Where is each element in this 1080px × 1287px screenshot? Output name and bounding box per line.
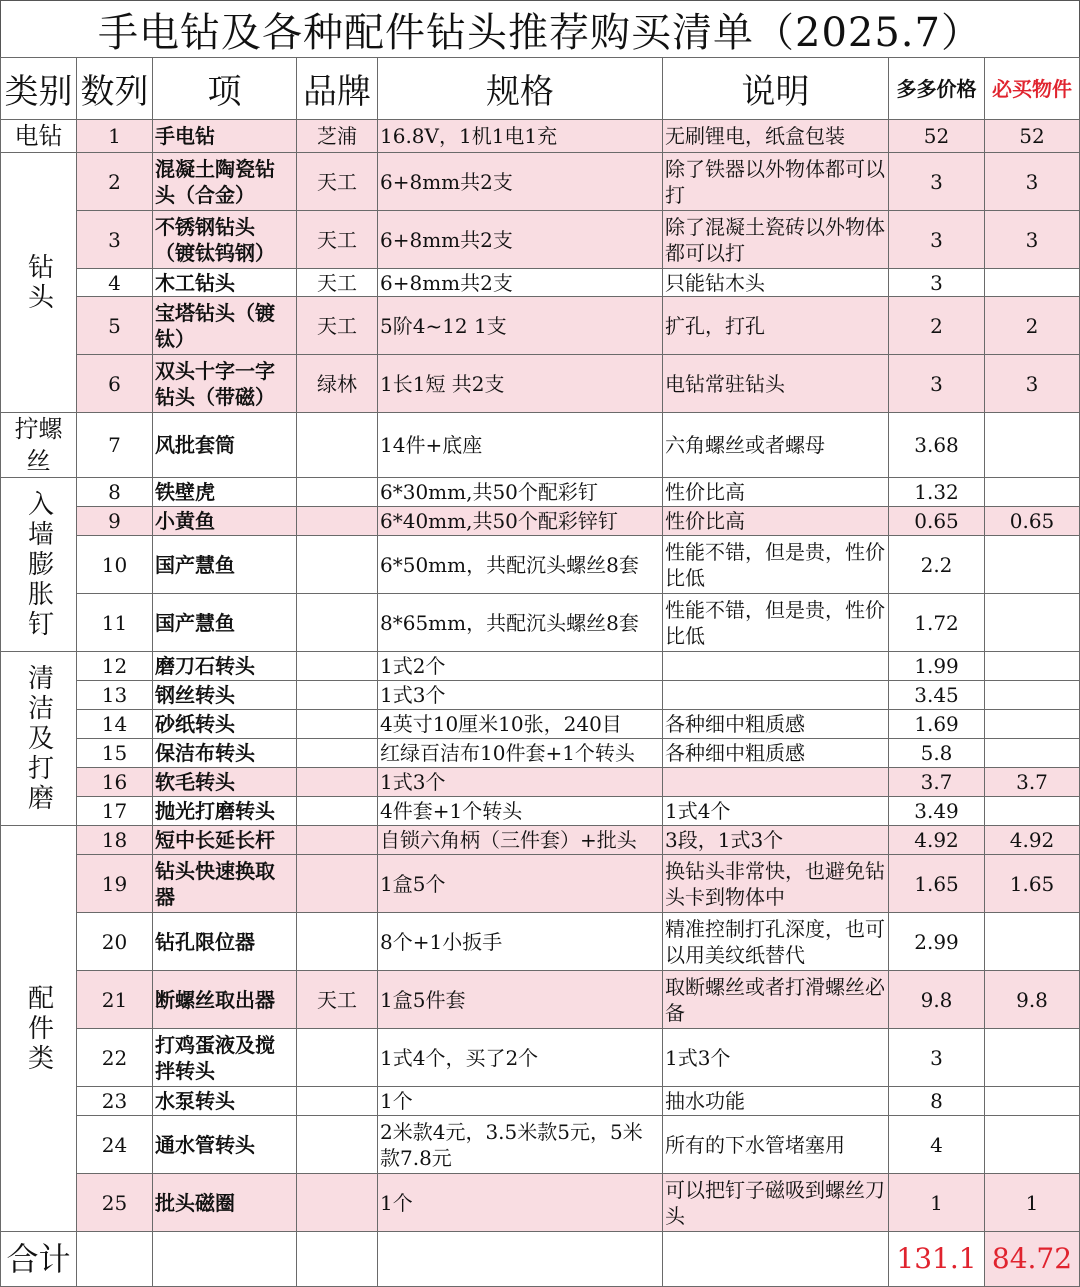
- row-item-name: 钢丝转头: [153, 681, 297, 710]
- row-brand: [297, 478, 378, 507]
- row-must-buy: [985, 413, 1080, 478]
- row-item-name: 通水管转头: [153, 1116, 297, 1174]
- row-price: 1.99: [889, 652, 985, 681]
- row-must-buy: [985, 1087, 1080, 1116]
- row-note: 性价比高: [663, 478, 889, 507]
- row-spec: 6+8mm共2支: [378, 153, 663, 211]
- row-price: 3: [889, 1029, 985, 1087]
- row-note: 可以把钉子磁吸到螺丝刀头: [663, 1174, 889, 1232]
- table-row: [1, 652, 1080, 681]
- row-index: 9: [77, 507, 153, 536]
- row-price: 3: [889, 211, 985, 269]
- total-must: 84.72: [985, 1232, 1080, 1287]
- table-row: [1, 797, 1080, 826]
- total-price: 131.1: [889, 1232, 985, 1287]
- table-row: [1, 269, 1080, 297]
- row-brand: 绿林: [297, 355, 378, 413]
- table-row: [1, 297, 1080, 355]
- table-row: [1, 536, 1080, 594]
- row-spec: 4英寸10厘米10张，240目: [378, 710, 663, 739]
- row-brand: [297, 536, 378, 594]
- row-item-name: 混凝土陶瓷钻头（合金）: [153, 153, 297, 211]
- table-row: [1, 826, 1080, 855]
- category-accessories: 配件类: [1, 826, 77, 1232]
- row-price: 8: [889, 1087, 985, 1116]
- category-drill: 电钻: [1, 120, 77, 153]
- row-must-buy: [985, 1116, 1080, 1174]
- row-index: 5: [77, 297, 153, 355]
- row-spec: 4件套+1个转头: [378, 797, 663, 826]
- row-spec: 自锁六角柄（三件套）+批头: [378, 826, 663, 855]
- table-row: [1, 413, 1080, 478]
- shopping-list-table: [0, 57, 1080, 1287]
- row-item-name: 国产慧鱼: [153, 536, 297, 594]
- row-price: 3: [889, 153, 985, 211]
- row-item-name: 国产慧鱼: [153, 594, 297, 652]
- row-brand: [297, 797, 378, 826]
- total-empty: [153, 1232, 297, 1287]
- row-spec: 8个+1小扳手: [378, 913, 663, 971]
- row-item-name: 双头十字一字钻头（带磁）: [153, 355, 297, 413]
- row-price: 4.92: [889, 826, 985, 855]
- row-note: 性能不错，但是贵，性价比低: [663, 536, 889, 594]
- row-must-buy: [985, 797, 1080, 826]
- header-spec: 规格: [378, 58, 663, 120]
- row-brand: 天工: [297, 211, 378, 269]
- row-note: 精准控制打孔深度，也可以用美纹纸替代: [663, 913, 889, 971]
- row-note: 3段，1式3个: [663, 826, 889, 855]
- row-brand: 天工: [297, 297, 378, 355]
- row-brand: [297, 710, 378, 739]
- row-price: 3: [889, 355, 985, 413]
- row-must-buy: 3: [985, 153, 1080, 211]
- row-index: 20: [77, 913, 153, 971]
- row-must-buy: [985, 710, 1080, 739]
- row-note: 六角螺丝或者螺母: [663, 413, 889, 478]
- row-spec: 1式4个，买了2个: [378, 1029, 663, 1087]
- category-clean: 清洁及打磨: [1, 652, 77, 826]
- row-must-buy: [985, 913, 1080, 971]
- row-price: 3.45: [889, 681, 985, 710]
- total-empty: [663, 1232, 889, 1287]
- total-label: 合计: [1, 1232, 77, 1287]
- row-item-name: 保洁布转头: [153, 739, 297, 768]
- row-must-buy: 4.92: [985, 826, 1080, 855]
- row-spec: 6+8mm共2支: [378, 269, 663, 297]
- row-spec: 6*50mm，共配沉头螺丝8套: [378, 536, 663, 594]
- row-price: 3.49: [889, 797, 985, 826]
- total-empty: [297, 1232, 378, 1287]
- row-index: 15: [77, 739, 153, 768]
- row-index: 18: [77, 826, 153, 855]
- row-brand: [297, 507, 378, 536]
- row-note: 只能钻木头: [663, 269, 889, 297]
- row-must-buy: 3: [985, 355, 1080, 413]
- row-spec: 1盒5件套: [378, 971, 663, 1029]
- row-spec: 2米款4元，3.5米款5元，5米款7.8元: [378, 1116, 663, 1174]
- row-price: 2.2: [889, 536, 985, 594]
- row-note: 无刷锂电，纸盒包装: [663, 120, 889, 153]
- row-brand: [297, 855, 378, 913]
- row-item-name: 软毛转头: [153, 768, 297, 797]
- row-note: 性价比高: [663, 507, 889, 536]
- row-index: 4: [77, 269, 153, 297]
- row-must-buy: [985, 1029, 1080, 1087]
- row-brand: [297, 413, 378, 478]
- header-brand: 品牌: [297, 58, 378, 120]
- row-must-buy: [985, 478, 1080, 507]
- row-index: 25: [77, 1174, 153, 1232]
- row-note: [663, 652, 889, 681]
- row-spec: 红绿百洁布10件套+1个转头: [378, 739, 663, 768]
- category-anchor: 入墙膨胀钉: [1, 478, 77, 652]
- row-must-buy: [985, 536, 1080, 594]
- row-item-name: 小黄鱼: [153, 507, 297, 536]
- row-price: 3.7: [889, 768, 985, 797]
- row-item-name: 打鸡蛋液及搅拌转头: [153, 1029, 297, 1087]
- row-brand: [297, 826, 378, 855]
- row-note: 所有的下水管堵塞用: [663, 1116, 889, 1174]
- row-price: 3: [889, 269, 985, 297]
- table-row: [1, 681, 1080, 710]
- row-note: 1式4个: [663, 797, 889, 826]
- row-price: 1.65: [889, 855, 985, 913]
- row-item-name: 钻头快速换取器: [153, 855, 297, 913]
- row-item-name: 不锈钢钻头（镀钛钨钢）: [153, 211, 297, 269]
- sheet-title: 手电钻及各种配件钻头推荐购买清单（2025.7）: [0, 0, 1080, 58]
- row-spec: 6+8mm共2支: [378, 211, 663, 269]
- row-item-name: 抛光打磨转头: [153, 797, 297, 826]
- row-price: 4: [889, 1116, 985, 1174]
- row-brand: [297, 1174, 378, 1232]
- row-note: 除了混凝土瓷砖以外物体都可以打: [663, 211, 889, 269]
- row-must-buy: [985, 681, 1080, 710]
- row-index: 7: [77, 413, 153, 478]
- row-note: 性能不错，但是贵，性价比低: [663, 594, 889, 652]
- row-item-name: 批头磁圈: [153, 1174, 297, 1232]
- row-spec: 8*65mm，共配沉头螺丝8套: [378, 594, 663, 652]
- row-item-name: 短中长延长杆: [153, 826, 297, 855]
- table-row: [1, 120, 1080, 153]
- row-index: 17: [77, 797, 153, 826]
- table-row: [1, 1029, 1080, 1087]
- header-note: 说明: [663, 58, 889, 120]
- category-screw: 拧螺丝: [1, 413, 77, 478]
- table-row: [1, 507, 1080, 536]
- row-note: 取断螺丝或者打滑螺丝必备: [663, 971, 889, 1029]
- header-must: 必买物件: [985, 58, 1080, 120]
- row-spec: 14件+底座: [378, 413, 663, 478]
- table-row: [1, 710, 1080, 739]
- row-brand: [297, 652, 378, 681]
- row-index: 16: [77, 768, 153, 797]
- row-index: 2: [77, 153, 153, 211]
- row-brand: [297, 594, 378, 652]
- table-row: [1, 913, 1080, 971]
- row-spec: 1个: [378, 1174, 663, 1232]
- table-row: [1, 355, 1080, 413]
- row-item-name: 宝塔钻头（镀钛）: [153, 297, 297, 355]
- row-index: 10: [77, 536, 153, 594]
- row-index: 1: [77, 120, 153, 153]
- row-index: 11: [77, 594, 153, 652]
- row-note: 各种细中粗质感: [663, 739, 889, 768]
- row-note: 除了铁器以外物体都可以打: [663, 153, 889, 211]
- row-item-name: 木工钻头: [153, 269, 297, 297]
- row-must-buy: 3: [985, 211, 1080, 269]
- row-price: 1.32: [889, 478, 985, 507]
- row-item-name: 断螺丝取出器: [153, 971, 297, 1029]
- table-row: [1, 1116, 1080, 1174]
- row-brand: [297, 1087, 378, 1116]
- row-must-buy: 1.65: [985, 855, 1080, 913]
- row-note: 抽水功能: [663, 1087, 889, 1116]
- row-note: 换钻头非常快，也避免钻头卡到物体中: [663, 855, 889, 913]
- row-index: 8: [77, 478, 153, 507]
- row-spec: 1式3个: [378, 768, 663, 797]
- row-brand: [297, 768, 378, 797]
- row-must-buy: [985, 739, 1080, 768]
- header-category: 类别: [1, 58, 77, 120]
- row-must-buy: [985, 652, 1080, 681]
- row-must-buy: 3.7: [985, 768, 1080, 797]
- row-spec: 5阶4~12 1支: [378, 297, 663, 355]
- row-brand: [297, 1029, 378, 1087]
- row-index: 24: [77, 1116, 153, 1174]
- table-row: [1, 855, 1080, 913]
- row-note: [663, 681, 889, 710]
- row-item-name: 磨刀石转头: [153, 652, 297, 681]
- row-item-name: 砂纸转头: [153, 710, 297, 739]
- table-row: [1, 1174, 1080, 1232]
- row-price: 2: [889, 297, 985, 355]
- row-index: 14: [77, 710, 153, 739]
- row-note: [663, 768, 889, 797]
- row-price: 1: [889, 1174, 985, 1232]
- row-brand: [297, 739, 378, 768]
- row-must-buy: [985, 269, 1080, 297]
- row-spec: 16.8V，1机1电1充: [378, 120, 663, 153]
- table-row: [1, 1087, 1080, 1116]
- row-index: 22: [77, 1029, 153, 1087]
- row-item-name: 铁壁虎: [153, 478, 297, 507]
- table-row: [1, 971, 1080, 1029]
- row-item-name: 钻孔限位器: [153, 913, 297, 971]
- row-index: 6: [77, 355, 153, 413]
- row-must-buy: 9.8: [985, 971, 1080, 1029]
- row-must-buy: 2: [985, 297, 1080, 355]
- row-price: 5.8: [889, 739, 985, 768]
- row-spec: 6*40mm,共50个配彩锌钉: [378, 507, 663, 536]
- row-price: 1.72: [889, 594, 985, 652]
- table-row: [1, 594, 1080, 652]
- row-brand: [297, 913, 378, 971]
- total-row: [1, 1232, 1080, 1287]
- row-index: 23: [77, 1087, 153, 1116]
- row-spec: 1盒5个: [378, 855, 663, 913]
- row-note: 电钻常驻钻头: [663, 355, 889, 413]
- row-note: 扩孔，打孔: [663, 297, 889, 355]
- row-brand: [297, 681, 378, 710]
- row-must-buy: [985, 594, 1080, 652]
- row-spec: 1式3个: [378, 681, 663, 710]
- table-row: [1, 478, 1080, 507]
- row-brand: 天工: [297, 153, 378, 211]
- row-spec: 1长1短 共2支: [378, 355, 663, 413]
- header-item: 项: [153, 58, 297, 120]
- category-bits: 钻头: [1, 153, 77, 413]
- table-row: [1, 211, 1080, 269]
- row-must-buy: 1: [985, 1174, 1080, 1232]
- table-row: [1, 739, 1080, 768]
- row-price: 1.69: [889, 710, 985, 739]
- total-empty: [378, 1232, 663, 1287]
- row-brand: 天工: [297, 269, 378, 297]
- header-index: 数列: [77, 58, 153, 120]
- row-price: 0.65: [889, 507, 985, 536]
- row-must-buy: 52: [985, 120, 1080, 153]
- row-spec: 1式2个: [378, 652, 663, 681]
- row-index: 21: [77, 971, 153, 1029]
- header-row: [1, 58, 1080, 120]
- row-price: 3.68: [889, 413, 985, 478]
- row-brand: [297, 1116, 378, 1174]
- row-note: 各种细中粗质感: [663, 710, 889, 739]
- row-price: 52: [889, 120, 985, 153]
- row-spec: 6*30mm,共50个配彩钉: [378, 478, 663, 507]
- row-item-name: 水泵转头: [153, 1087, 297, 1116]
- row-price: 9.8: [889, 971, 985, 1029]
- row-index: 13: [77, 681, 153, 710]
- row-price: 2.99: [889, 913, 985, 971]
- row-brand: 天工: [297, 971, 378, 1029]
- row-index: 12: [77, 652, 153, 681]
- row-spec: 1个: [378, 1087, 663, 1116]
- table-row: [1, 153, 1080, 211]
- header-price: 多多价格: [889, 58, 985, 120]
- row-index: 3: [77, 211, 153, 269]
- table-row: [1, 768, 1080, 797]
- row-note: 1式3个: [663, 1029, 889, 1087]
- row-brand: 芝浦: [297, 120, 378, 153]
- row-item-name: 手电钻: [153, 120, 297, 153]
- total-empty: [77, 1232, 153, 1287]
- row-index: 19: [77, 855, 153, 913]
- row-item-name: 风批套筒: [153, 413, 297, 478]
- row-must-buy: 0.65: [985, 507, 1080, 536]
